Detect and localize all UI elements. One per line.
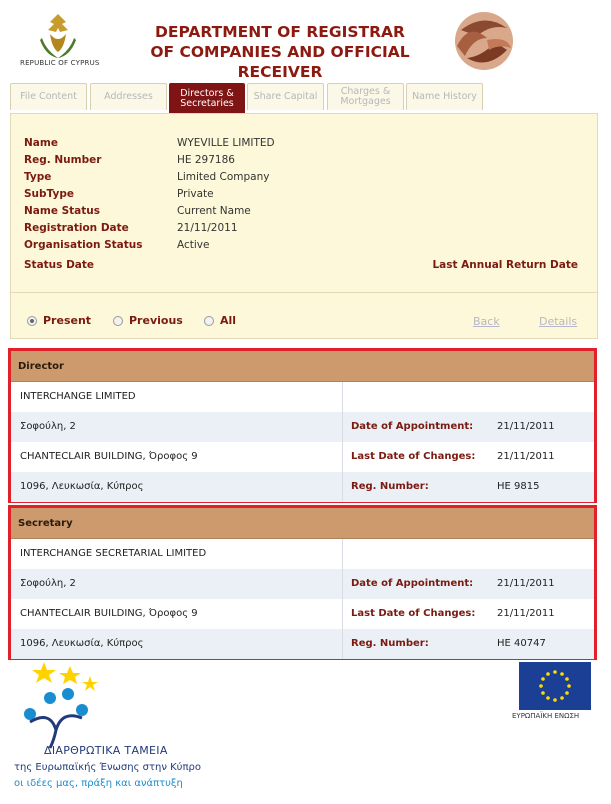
secretary-address-line-3: 1096, Λευκωσία, Κύπρος — [20, 638, 144, 649]
eu-flag-icon — [519, 662, 591, 710]
column-divider — [342, 629, 343, 659]
column-divider — [342, 599, 343, 629]
director-address-line-2: CHANTECLAIR BUILDING, Όροφος 9 — [20, 451, 198, 462]
column-divider — [342, 472, 343, 502]
secretary-address-line-2: CHANTECLAIR BUILDING, Όροφος 9 — [20, 608, 198, 619]
structural-funds-subtitle: της Ευρωπαϊκής Ένωσης στην Κύπρο — [14, 762, 201, 773]
title-line-2: OF COMPANIES AND OFFICIAL RECEIVER — [150, 43, 410, 81]
registration-date-value: 21/11/2011 — [177, 222, 238, 234]
director-address-line-3: 1096, Λευκωσία, Κύπρος — [20, 481, 144, 492]
table-row — [11, 569, 594, 599]
filter-bar — [10, 293, 598, 339]
name-status-value: Current Name — [177, 205, 251, 217]
radio-present-label: Present — [43, 314, 92, 327]
radio-previous-label: Previous — [129, 314, 183, 327]
column-divider — [342, 569, 343, 599]
reg-number-value: HE 297186 — [177, 154, 235, 166]
director-address-line-1: Σοφούλη, 2 — [20, 421, 76, 432]
appointment-date-label: Date of Appointment: — [351, 578, 474, 589]
director-name: INTERCHANGE LIMITED — [20, 391, 136, 402]
last-changes-label: Last Date of Changes: — [351, 608, 476, 619]
organisation-status-value: Active — [177, 239, 210, 251]
registrar-emblem-icon — [447, 10, 521, 72]
column-divider — [342, 442, 343, 472]
radio-previous[interactable] — [113, 314, 183, 327]
type-label: Type — [24, 171, 52, 183]
seal-caption: REPUBLIC OF CYPRUS — [20, 59, 100, 67]
tab-directors-secretaries[interactable]: Directors & Secretaries — [169, 83, 245, 113]
column-divider — [342, 382, 343, 412]
company-name-value: WYEVILLE LIMITED — [177, 137, 275, 149]
table-row — [11, 382, 594, 412]
radio-present[interactable] — [27, 314, 91, 327]
tab-charges-mortgages[interactable]: Charges & Mortgages — [327, 83, 404, 110]
radio-present-indicator[interactable] — [27, 316, 37, 326]
details-link[interactable]: Details — [539, 315, 578, 328]
table-row — [11, 539, 594, 569]
secretary-address-line-1: Σοφούλη, 2 — [20, 578, 76, 589]
radio-all-label: All — [220, 314, 237, 327]
reg-number-label: Reg. Number: — [351, 481, 429, 492]
title-line-1: DEPARTMENT OF REGISTRAR — [155, 23, 405, 41]
reg-number-label: Reg. Number — [24, 154, 102, 166]
cyprus-seal-icon — [32, 10, 84, 62]
secretary-name: INTERCHANGE SECRETARIAL LIMITED — [20, 548, 207, 559]
reg-number-value: HE 9815 — [497, 481, 540, 492]
tab-file-content[interactable]: File Content — [10, 83, 87, 110]
last-changes-label: Last Date of Changes: — [351, 451, 476, 462]
appointment-date-label: Date of Appointment: — [351, 421, 474, 432]
last-annual-return-label: Last Annual Return Date — [432, 259, 578, 271]
secretary-heading: Secretary — [11, 508, 594, 539]
page-title — [110, 22, 450, 82]
reg-number-label: Reg. Number: — [351, 638, 429, 649]
table-row — [11, 599, 594, 629]
tab-addresses[interactable]: Addresses — [90, 83, 167, 110]
last-changes-value: 21/11/2011 — [497, 451, 555, 462]
name-label: Name — [24, 137, 58, 149]
subtype-value: Private — [177, 188, 214, 200]
director-table — [8, 348, 597, 503]
radio-all[interactable] — [204, 314, 236, 327]
secretary-table — [8, 505, 597, 660]
radio-all-indicator[interactable] — [204, 316, 214, 326]
structural-funds-title: ΔΙΑΡΘΡΩΤΙΚΑ ΤΑΜΕΙΑ — [44, 744, 168, 757]
appointment-date-value: 21/11/2011 — [497, 421, 555, 432]
table-row — [11, 472, 594, 502]
name-status-label: Name Status — [24, 205, 101, 217]
eu-caption: ΕΥΡΩΠΑΪΚΗ ΕΝΩΣΗ — [512, 712, 580, 720]
status-date-label: Status Date — [24, 259, 95, 271]
back-link[interactable]: Back — [473, 315, 500, 328]
director-heading: Director — [11, 351, 594, 382]
reg-number-value: HE 40747 — [497, 638, 546, 649]
tab-name-history[interactable]: Name History — [406, 83, 483, 110]
last-changes-value: 21/11/2011 — [497, 608, 555, 619]
table-row — [11, 442, 594, 472]
tab-share-capital[interactable]: Share Capital — [247, 83, 324, 110]
table-row — [11, 412, 594, 442]
organisation-status-label: Organisation Status — [24, 239, 143, 251]
appointment-date-value: 21/11/2011 — [497, 578, 555, 589]
radio-previous-indicator[interactable] — [113, 316, 123, 326]
structural-funds-slogan: οι ιδέες μας, πράξη και ανάπτυξη — [14, 778, 183, 789]
registration-date-label: Registration Date — [24, 222, 129, 234]
type-value: Limited Company — [177, 171, 270, 183]
column-divider — [342, 539, 343, 569]
table-row — [11, 629, 594, 659]
column-divider — [342, 412, 343, 442]
subtype-label: SubType — [24, 188, 74, 200]
